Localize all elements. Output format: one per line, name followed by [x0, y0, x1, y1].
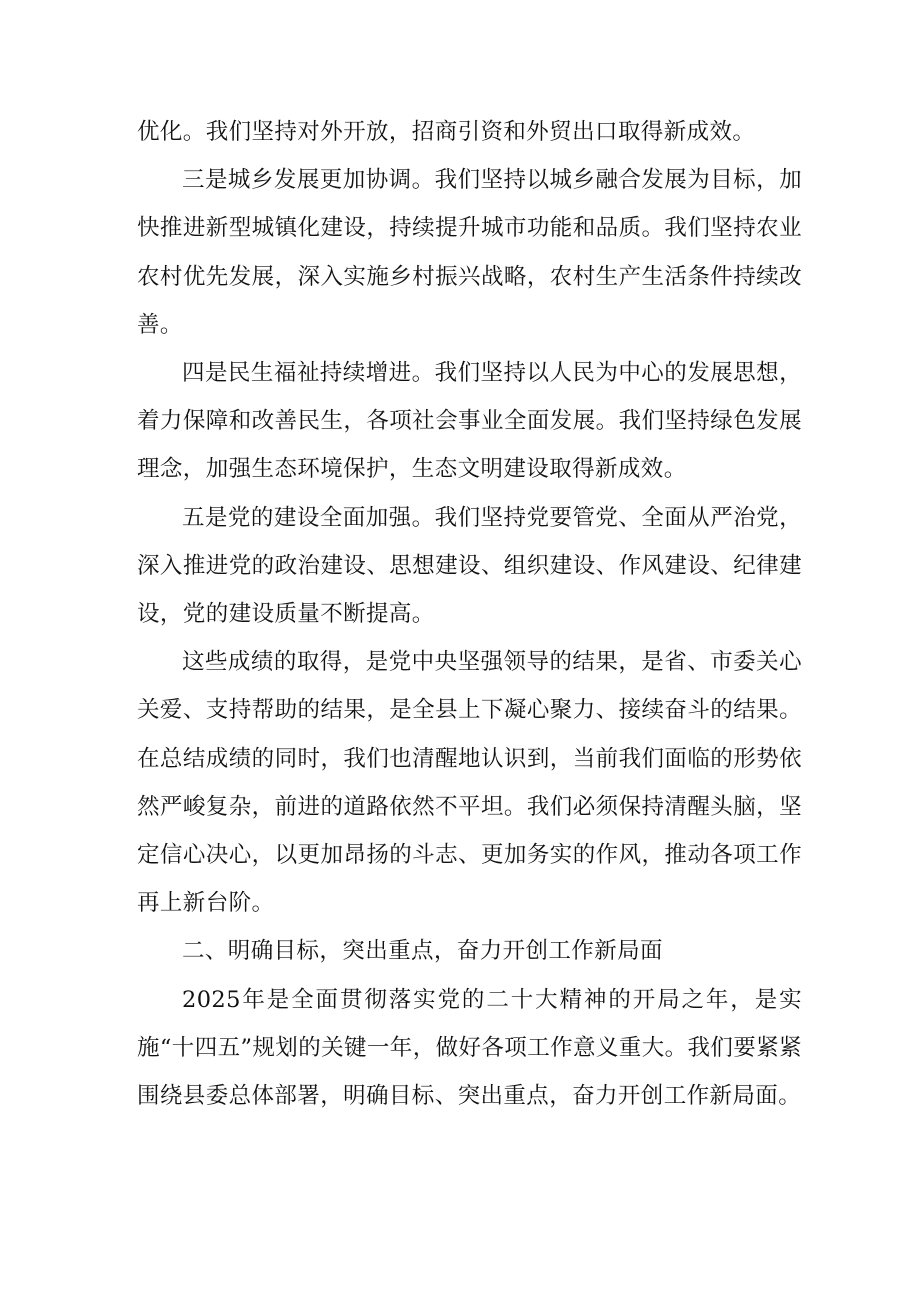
paragraph-achievements: 这些成绩的取得，是党中央坚强领导的结果，是省、市委关心关爱、支持帮助的结果，是全县上下凝心聚力、接续奋斗的结果。在总结成绩的同时，我们也清醒地认识到，当前我们面临的形势依然严峻复杂，前进的道路依然不平坦。我们必须保持清醒头脑，坚定信心决心，以更加昂扬的斗志、更加务实的作风，推动各项工作再上新台阶。	[137, 649, 802, 917]
document-body	[137, 108, 802, 1120]
section-heading: 二、明确目标，突出重点，奋力开创工作新局面	[182, 938, 663, 965]
paragraph-2025: 2025年是全面贯彻落实党的二十大精神的开局之年，是实施“十四五”规划的关键一年，做好各项工作意义重大。我们要紧紧围绕县委总体部署，明确目标、突出重点，奋力开创工作新局面。	[137, 986, 803, 1110]
paragraph-urban-rural: 三是城乡发展更加协调。我们坚持以城乡融合发展为目标，加快推进新型城镇化建设，持续提升城市功能和品质。我们坚持农业农村优先发展，深入实施乡村振兴战略，农村生产生活条件持续改善。	[137, 167, 802, 338]
paragraph-party-building: 五是党的建设全面加强。我们坚持党要管党、全面从严治党，深入推进党的政治建设、思想建设、组织建设、作风建设、纪律建设，党的建设质量不断提高。	[137, 504, 802, 628]
paragraph-livelihood: 四是民生福祉持续增进。我们坚持以人民为中心的发展思想，着力保障和改善民生，各项社会事业全面发展。我们坚持绿色发展理念，加强生态环境保护，生态文明建设取得新成效。	[137, 360, 802, 483]
paragraph-continuation: 优化。我们坚持对外开放，招商引资和外贸出口取得新成效。	[137, 119, 756, 145]
